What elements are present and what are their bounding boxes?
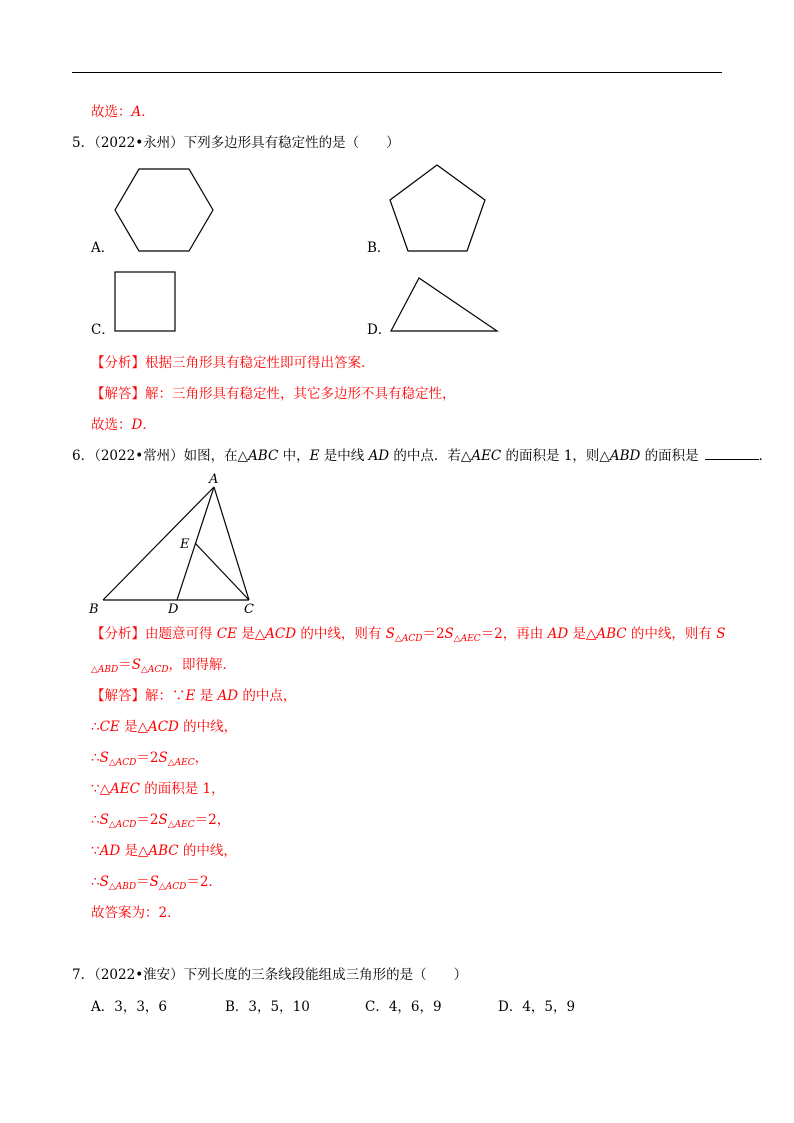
q7-option-c[interactable]: C．4，6，9 — [365, 999, 442, 1015]
q5-option-a-label: A． — [91, 240, 115, 256]
q4-answer: 故选：A． — [91, 104, 155, 120]
q6-blank[interactable] — [705, 447, 759, 460]
q6-solution-line-6: ∵AD 是△ABC 的中线， — [91, 843, 237, 859]
q6-final-answer: 故答案为：2． — [91, 905, 181, 921]
q6-solution-line-1: 【解答】解：∵E 是 AD 的中点， — [91, 688, 297, 704]
point-b-label: B — [89, 602, 99, 617]
hexagon-shape — [115, 169, 213, 251]
q6-solution-line-7: $\therefore S_{\triangle ABD}=S_{\triangle ACD}=2$． — [91, 874, 222, 892]
q6-analysis-line-1: 【分析】由题意可得 CE 是△ACD 的中线，则有 $S_{\triangle ACD}=2S_{\triangle AEC}=2$，再由 AD 是△ABC 的中线，则有 S — [91, 626, 726, 644]
q6-figure — [0, 460, 794, 620]
q7-option-b[interactable]: B．3，5，10 — [225, 999, 310, 1015]
q6-solution-line-4: ∵△AEC 的面积是 1， — [91, 781, 225, 797]
q6-stem: 6．（2022•常州）如图，在△ABC 中，E 是中线 AD 的中点．若△AEC 的面积是 1，则△ABD 的面积是 ． — [72, 448, 773, 464]
point-d-label: D — [168, 602, 179, 617]
q5-option-c-label: C． — [91, 322, 115, 338]
q5-option-b-label: B． — [367, 240, 391, 256]
triangle-shape — [391, 278, 497, 331]
point-e-label: E — [180, 537, 190, 552]
q5-option-d-label: D． — [367, 322, 392, 338]
point-a-label: A — [209, 472, 219, 487]
q7-stem: 7．（2022•淮安）下列长度的三条线段能组成三角形的是（ ） — [72, 967, 468, 983]
point-c-label: C — [244, 602, 254, 617]
q7-option-d[interactable]: D．4，5，9 — [498, 999, 576, 1015]
q5-stem: 5．（2022•永州）下列多边形具有稳定性的是（ ） — [72, 135, 400, 151]
q5-shapes — [0, 0, 794, 345]
q5-answer: 故选：D． — [91, 417, 156, 433]
pentagon-shape — [390, 165, 485, 251]
q5-analysis: 【分析】根据三角形具有稳定性即可得出答案. — [91, 355, 366, 371]
q6-solution-line-2: ∴CE 是△ACD 的中线， — [91, 719, 238, 735]
q5-solution: 【解答】解：三角形具有稳定性，其它多边形不具有稳定性， — [91, 386, 456, 402]
q6-analysis-line-2: $_{\triangle ABD}=S_{\triangle ACD}$，即得解． — [91, 657, 237, 675]
square-shape — [115, 272, 175, 331]
q7-option-a[interactable]: A．3，3，6 — [91, 999, 168, 1015]
q6-solution-line-3: $\therefore S_{\triangle ACD}=2S_{\triangle AEC}$， — [91, 750, 209, 768]
q6-solution-line-5: $\therefore S_{\triangle ACD}=2S_{\triangle AEC}=2$， — [91, 812, 231, 830]
